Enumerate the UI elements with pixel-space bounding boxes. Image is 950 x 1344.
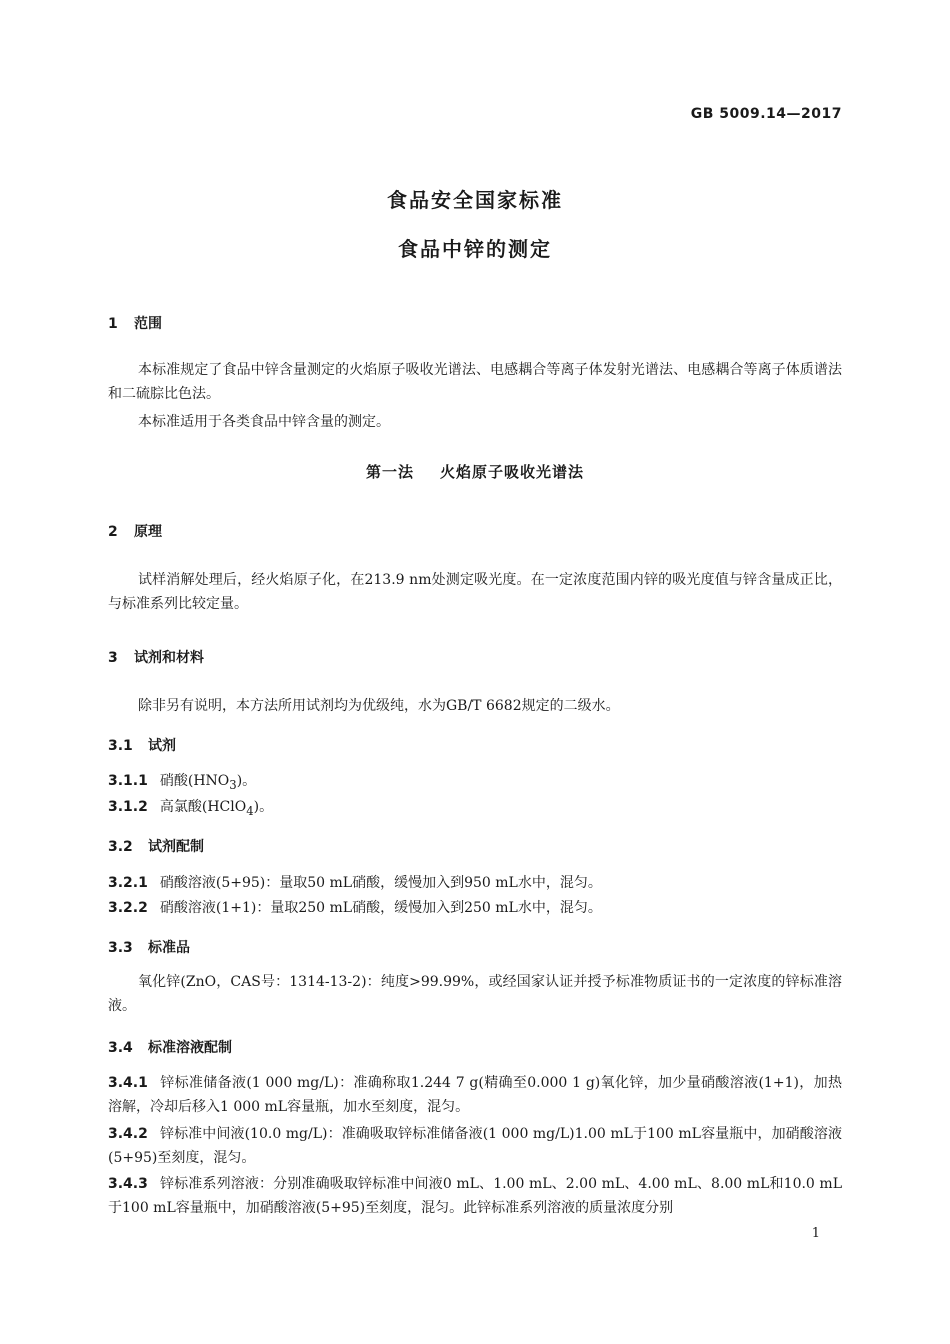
section-title: 试剂配制: [148, 839, 204, 855]
item-3-2-2: 3.2.2 硝酸溶液(1+1)：量取250 mL硝酸，缓慢加入到250 mL水中，混匀。: [108, 900, 602, 916]
method-label: 第一法: [365, 463, 414, 481]
section-3-3-paragraph-1: 氧化锌(ZnO，CAS号：1314-13-2)：纯度>99.99%，或经国家认证并授予标准物质证书的一定浓度的锌标准溶液。: [108, 974, 842, 1014]
section-title: 标准溶液配制: [148, 1040, 232, 1056]
item-number: 3.4.3: [108, 1176, 148, 1192]
document-title: 食品安全国家标准: [387, 188, 563, 212]
document-subtitle: 食品中锌的测定: [398, 237, 552, 261]
item-3-1-2: 3.1.2 高氯酸(HClO$_4$)。: [108, 799, 274, 818]
item-number: 3.1.2: [108, 799, 148, 815]
section-title: 标准品: [148, 940, 190, 956]
section-number: 1: [108, 316, 118, 332]
section-number: 3.3: [108, 940, 133, 956]
item-number: 3.2.1: [108, 875, 148, 891]
standard-code: GB 5009.14—2017: [690, 106, 842, 122]
section-3-2-heading: [108, 836, 204, 856]
section-number: 3.2: [108, 839, 133, 855]
item-number: 3.2.2: [108, 900, 148, 916]
section-title: 试剂: [148, 738, 176, 754]
method-1-heading: [0, 461, 950, 482]
section-3-1-heading: [108, 735, 176, 755]
section-number: 3: [108, 650, 118, 666]
section-2-paragraph-1: 试样消解处理后，经火焰原子化，在213.9 nm处测定吸光度。在一定浓度范围内锌的吸光度值与锌含量成正比，与标准系列比较定量。: [108, 572, 842, 612]
item-number: 3.4.1: [108, 1075, 148, 1091]
item-3-4-1: 3.4.1 锌标准储备液(1 000 mg/L)：准确称取1.244 7 g(精确至0.000 1 g)氧化锌，加少量硝酸溶液(1+1)，加热溶解，冷却后移入1 000 mL容量瓶，加水至刻度，混匀。: [108, 1075, 842, 1115]
item-3-4-3: 3.4.3 锌标准系列溶液：分别准确吸取锌标准中间液0 mL、1.00 mL、2.00 mL、4.00 mL、8.00 mL和10.0 mL于100 mL容量瓶中，加硝酸溶液(5+95)至刻度，混匀。此锌标准系列溶液的质量浓度分别: [108, 1176, 842, 1216]
section-title: 范围: [134, 316, 162, 332]
section-3-heading: [108, 647, 204, 667]
section-3-4-heading: [108, 1037, 232, 1057]
page-number: 1: [811, 1226, 820, 1241]
section-number: 3.4: [108, 1040, 133, 1056]
section-1-paragraph-2: 本标准适用于各类食品中锌含量的测定。: [138, 414, 390, 430]
section-3-3-heading: [108, 937, 190, 957]
item-3-1-1: 3.1.1 硝酸$(HNO_3)$。: [108, 773, 257, 792]
item-number: 3.1.1: [108, 773, 148, 789]
section-number: 2: [108, 524, 118, 540]
item-3-4-2: 3.4.2 锌标准中间液(10.0 mg/L)：准确吸取锌标准储备液(1 000 mg/L)1.00 mL于100 mL容量瓶中，加硝酸溶液(5+95)至刻度，混匀。: [108, 1126, 842, 1166]
section-title: 试剂和材料: [134, 650, 204, 666]
section-number: 3.1: [108, 738, 133, 754]
item-number: 3.4.2: [108, 1126, 148, 1142]
method-name: 火焰原子吸收光谱法: [440, 463, 585, 481]
section-title: 原理: [134, 524, 162, 540]
item-3-2-1: 3.2.1 硝酸溶液(5+95)：量取50 mL硝酸，缓慢加入到950 mL水中，混匀。: [108, 875, 602, 891]
section-1-heading: [108, 313, 162, 333]
section-3-paragraph-1: 除非另有说明，本方法所用试剂均为优级纯，水为GB/T 6682规定的二级水。: [138, 698, 620, 714]
section-2-heading: [108, 521, 162, 541]
section-1-paragraph-1: 本标准规定了食品中锌含量测定的火焰原子吸收光谱法、电感耦合等离子体发射光谱法、电感耦合等离子体质谱法和二硫腙比色法。: [108, 362, 842, 402]
